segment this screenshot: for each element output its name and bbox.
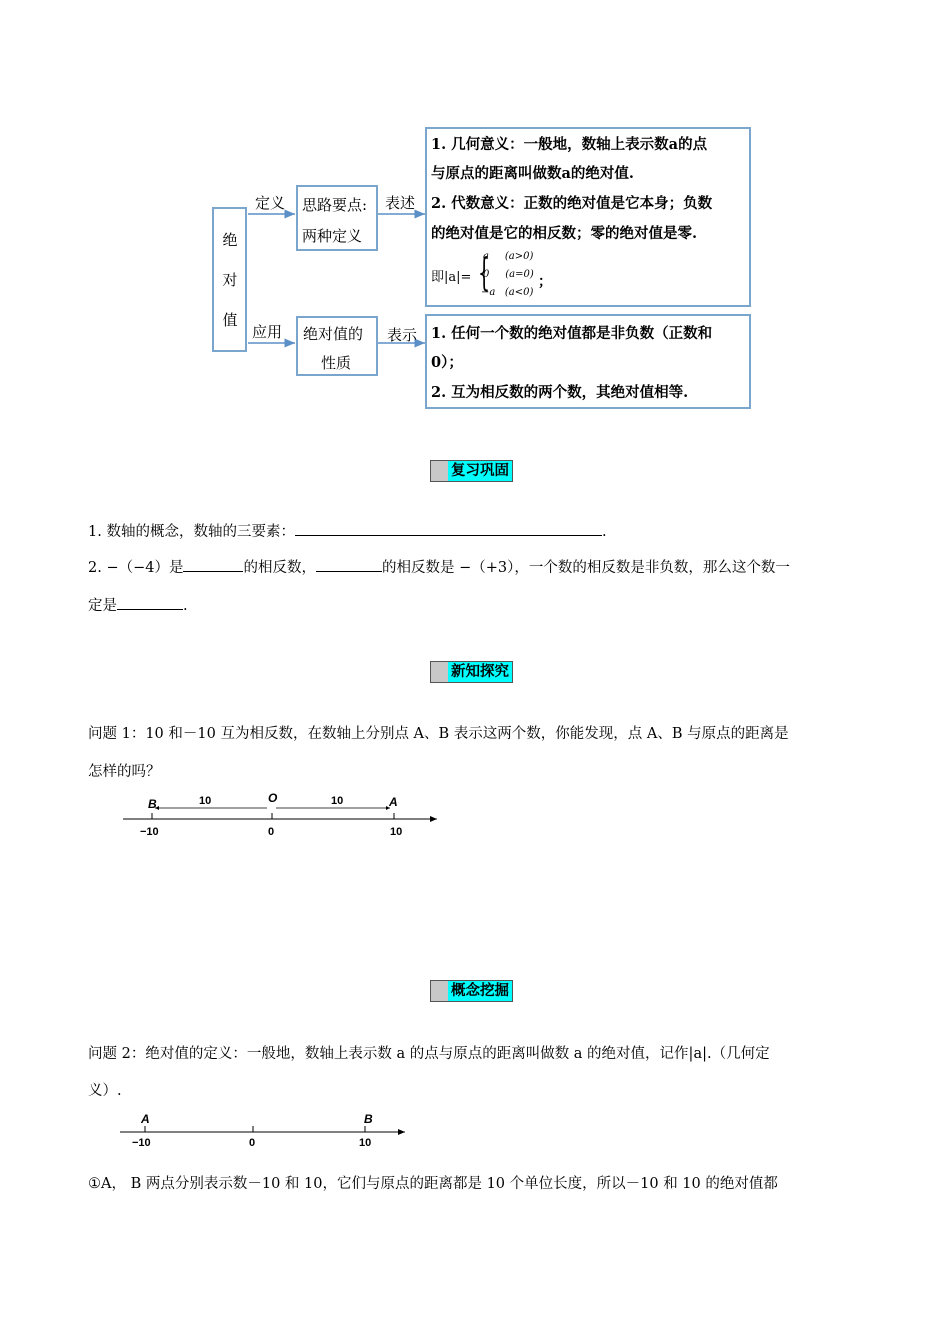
number-line-1 (115, 788, 445, 844)
review-q2-line2 (88, 594, 188, 615)
review-q2-b: 的相反数， (243, 560, 316, 576)
review-q2-blank3[interactable] (117, 595, 183, 610)
label-describe: 表述 (385, 194, 416, 212)
heading-concept-text: 概念挖掘 (448, 981, 512, 1001)
tick-label-right-2: 10 (359, 1137, 372, 1149)
formula-case-2: 0 (a=0) (483, 269, 534, 280)
review-q2-d: 定是 (88, 598, 117, 614)
tick-label-left-1: −10 (140, 826, 159, 838)
heading-review-text: 复习巩固 (448, 461, 512, 481)
point-label-A-1: A (389, 795, 398, 809)
label-apply: 应用 (252, 323, 283, 341)
point-label-B-2: B (364, 1112, 373, 1126)
mid-property-line2: 性质 (321, 354, 352, 372)
explore-q1-line2: 怎样的吗？ (88, 764, 161, 780)
tick-label-left-2: −10 (132, 1137, 151, 1149)
root-char-1: 绝 (222, 231, 238, 249)
tick-label-right-1: 10 (390, 826, 403, 838)
prop-line-3: 2. 互为相反数的两个数，其绝对值相等. (431, 384, 689, 401)
formula-suffix: ； (538, 274, 552, 290)
formula-case-1: a (a>0) (483, 251, 534, 262)
point-label-B-1: B (148, 797, 157, 811)
label-represent: 表示 (387, 326, 418, 344)
mid-property-line1: 绝对值的 (303, 325, 364, 343)
mid-define-line1: 思路要点: (302, 196, 368, 214)
label-define: 定义 (255, 194, 286, 212)
tick-label-mid-2: 0 (249, 1137, 256, 1149)
concept-q2-line3: ①A， B 两点分别表示数－10 和 10，它们与原点的距离都是 10 个单位长度，所以－10 和 10 的绝对值都 (88, 1176, 778, 1192)
review-q1 (88, 520, 607, 541)
prop-line-1: 1. 任何一个数的绝对值都是非负数（正数和 (431, 325, 713, 342)
number-line-2 (115, 1108, 415, 1154)
concept-q2-line2: 义）. (88, 1083, 122, 1099)
def-line-1: 1. 几何意义：一般地，数轴上表示数a的点 (431, 136, 708, 153)
def-line-2: 与原点的距离叫做数a的绝对值. (431, 165, 634, 182)
root-char-3: 值 (222, 311, 238, 329)
concept-q2-line1: 问题 2：绝对值的定义：一般地，数轴上表示数 a 的点与原点的距离叫做数 a 的绝对值，记作|a|.（几何定 (88, 1046, 770, 1062)
section-heading-concept (430, 980, 513, 1002)
heading-explore-text: 新知探究 (448, 662, 512, 682)
review-q2-c: 的相反数是 −（+3），一个数的相反数是非负数，那么这个数一 (381, 560, 790, 576)
point-label-O: O (268, 791, 278, 805)
dist-label-right: 10 (331, 795, 344, 807)
review-q2-line1 (88, 556, 790, 577)
mid-define-line2: 两种定义 (302, 227, 363, 245)
review-q2-blank1[interactable] (183, 557, 243, 572)
review-q1-text: 1. 数轴的概念，数轴的三要素： (88, 524, 295, 540)
explore-q1-line1: 问题 1：10 和－10 互为相反数，在数轴上分别点 A、B 表示这两个数，你能发现，点 A、B 与原点的距离是 (88, 726, 789, 742)
tick-label-mid-1: 0 (268, 826, 275, 838)
def-line-4: 的绝对值是它的相反数；零的绝对值是零. (431, 225, 698, 242)
review-q2-blank2[interactable] (316, 557, 382, 572)
review-q1-blank[interactable] (295, 521, 602, 536)
point-label-A-2: A (141, 1112, 150, 1126)
prop-line-2: 0）； (431, 354, 463, 371)
review-q2-a: 2. −（−4）是 (88, 560, 184, 576)
section-heading-review (430, 460, 513, 482)
def-line-3: 2. 代数意义：正数的绝对值是它本身；负数 (431, 195, 713, 212)
formula-prefix: 即|a|= (431, 270, 472, 285)
review-q2-end: . (183, 598, 188, 614)
review-q1-end: . (601, 524, 607, 540)
formula-case-3: −a (a<0) (481, 287, 534, 298)
section-heading-explore (430, 661, 513, 683)
dist-label-left: 10 (199, 795, 212, 807)
formula-brace: { (478, 250, 491, 294)
root-char-2: 对 (222, 271, 238, 289)
